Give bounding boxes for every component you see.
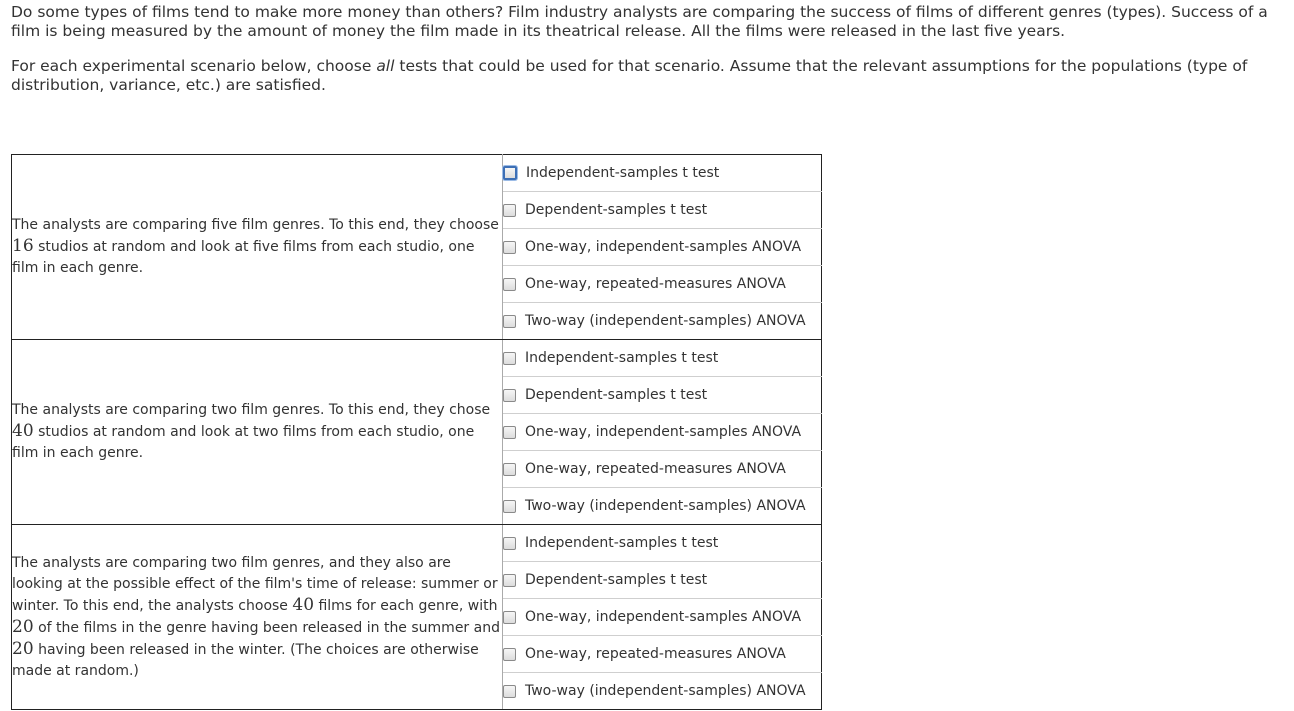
checkbox[interactable] — [503, 166, 517, 180]
s1-option-dependent-t[interactable] — [503, 192, 822, 229]
scenario-1-number: 16 — [12, 236, 34, 256]
scenario-2-row — [12, 340, 822, 377]
instructions-text-b: tests that could be used for that scenario. Assume that the relevant assumptions for the populations (type of distribution, variance, etc.) are satisfied. — [11, 57, 1248, 94]
option-label: Independent-samples t test — [525, 350, 719, 366]
scenario-1-row — [12, 155, 822, 192]
scenario-3-number-c: 20 — [12, 638, 34, 659]
option-label: Dependent-samples t test — [525, 202, 708, 218]
option-label: One-way, independent-samples ANOVA — [525, 609, 802, 625]
scenario-2-description — [12, 340, 503, 525]
scenario-3-number-a: 40 — [292, 594, 315, 615]
instructions-emphasis: all — [376, 57, 395, 75]
checkbox[interactable] — [503, 426, 516, 439]
scenario-3-text-d: having been released in the winter. (The choices are otherwise made at random.) — [12, 641, 479, 679]
instructions-text-a: For each experimental scenario below, choose — [11, 57, 377, 75]
s3-option-twoway-anova[interactable] — [503, 673, 822, 710]
option-label: Two-way (independent-samples) ANOVA — [525, 498, 806, 514]
s3-option-independent-t[interactable] — [503, 525, 822, 562]
scenario-2-number: 40 — [12, 421, 34, 441]
s1-option-twoway-anova[interactable] — [503, 303, 822, 340]
scenario-1-text-end: studios at random and look at five films from each studio, one film in each genre. — [12, 239, 475, 276]
checkbox[interactable] — [503, 685, 516, 698]
checkbox[interactable] — [503, 463, 516, 476]
checkbox[interactable] — [503, 500, 516, 513]
scenario-3-text-b: films for each genre, with — [314, 597, 498, 614]
option-label: One-way, independent-samples ANOVA — [525, 239, 802, 255]
scenario-3-text-a: The analysts are comparing two film genres, and they also are looking at the possible effect of the film's time of release: summer or winter. To this end, the analysts choose — [12, 554, 498, 614]
option-label: Dependent-samples t test — [525, 387, 708, 403]
s3-option-oneway-independent-anova[interactable] — [503, 599, 822, 636]
option-label: One-way, repeated-measures ANOVA — [525, 461, 786, 477]
scenario-3-number-b: 20 — [12, 616, 34, 637]
checkbox[interactable] — [503, 278, 516, 291]
option-label: One-way, repeated-measures ANOVA — [525, 276, 786, 292]
checkbox[interactable] — [503, 315, 516, 328]
checkbox[interactable] — [503, 352, 516, 365]
checkbox[interactable] — [503, 204, 516, 217]
s1-option-oneway-repeated-anova[interactable] — [503, 266, 822, 303]
s3-option-dependent-t[interactable] — [503, 562, 822, 599]
s2-option-oneway-independent-anova[interactable] — [503, 414, 822, 451]
scenario-2-text-end: studios at random and look at two films from each studio, one film in each genre. — [12, 424, 475, 461]
checkbox[interactable] — [503, 574, 516, 587]
s1-option-oneway-independent-anova[interactable] — [503, 229, 822, 266]
option-label: Independent-samples t test — [525, 535, 719, 551]
scenario-1-description — [12, 155, 503, 340]
option-label: Two-way (independent-samples) ANOVA — [525, 683, 806, 699]
s2-option-twoway-anova[interactable] — [503, 488, 822, 525]
option-label: One-way, independent-samples ANOVA — [525, 424, 802, 440]
option-label: Independent-samples t test — [526, 165, 720, 181]
checkbox[interactable] — [503, 389, 516, 402]
scenario-3-row — [12, 525, 822, 562]
checkbox[interactable] — [503, 537, 516, 550]
instructions-paragraph — [11, 57, 1291, 95]
scenario-1-text: The analysts are comparing five film genres. To this end, they choose — [12, 217, 499, 233]
option-label: One-way, repeated-measures ANOVA — [525, 646, 786, 662]
s1-option-independent-t[interactable] — [503, 155, 822, 192]
s2-option-independent-t[interactable] — [503, 340, 822, 377]
intro-paragraph: Do some types of films tend to make more money than others? Film industry analysts are comparing the success of films of different genres (types). Success of a film is being measured by the amount of money the film made in its theatrical release. All the films were released in the last five years. — [11, 3, 1268, 40]
s2-option-dependent-t[interactable] — [503, 377, 822, 414]
s3-option-oneway-repeated-anova[interactable] — [503, 636, 822, 673]
option-label: Two-way (independent-samples) ANOVA — [525, 313, 806, 329]
scenario-3-text-c: of the films in the genre having been released in the summer and — [33, 619, 500, 636]
checkbox[interactable] — [503, 241, 516, 254]
s2-option-oneway-repeated-anova[interactable] — [503, 451, 822, 488]
option-label: Dependent-samples t test — [525, 572, 708, 588]
scenario-2-text: The analysts are comparing two film genres. To this end, they chose — [12, 402, 491, 418]
scenario-table — [11, 154, 822, 710]
checkbox[interactable] — [503, 648, 516, 661]
scenario-3-description — [12, 525, 503, 710]
checkbox[interactable] — [503, 611, 516, 624]
